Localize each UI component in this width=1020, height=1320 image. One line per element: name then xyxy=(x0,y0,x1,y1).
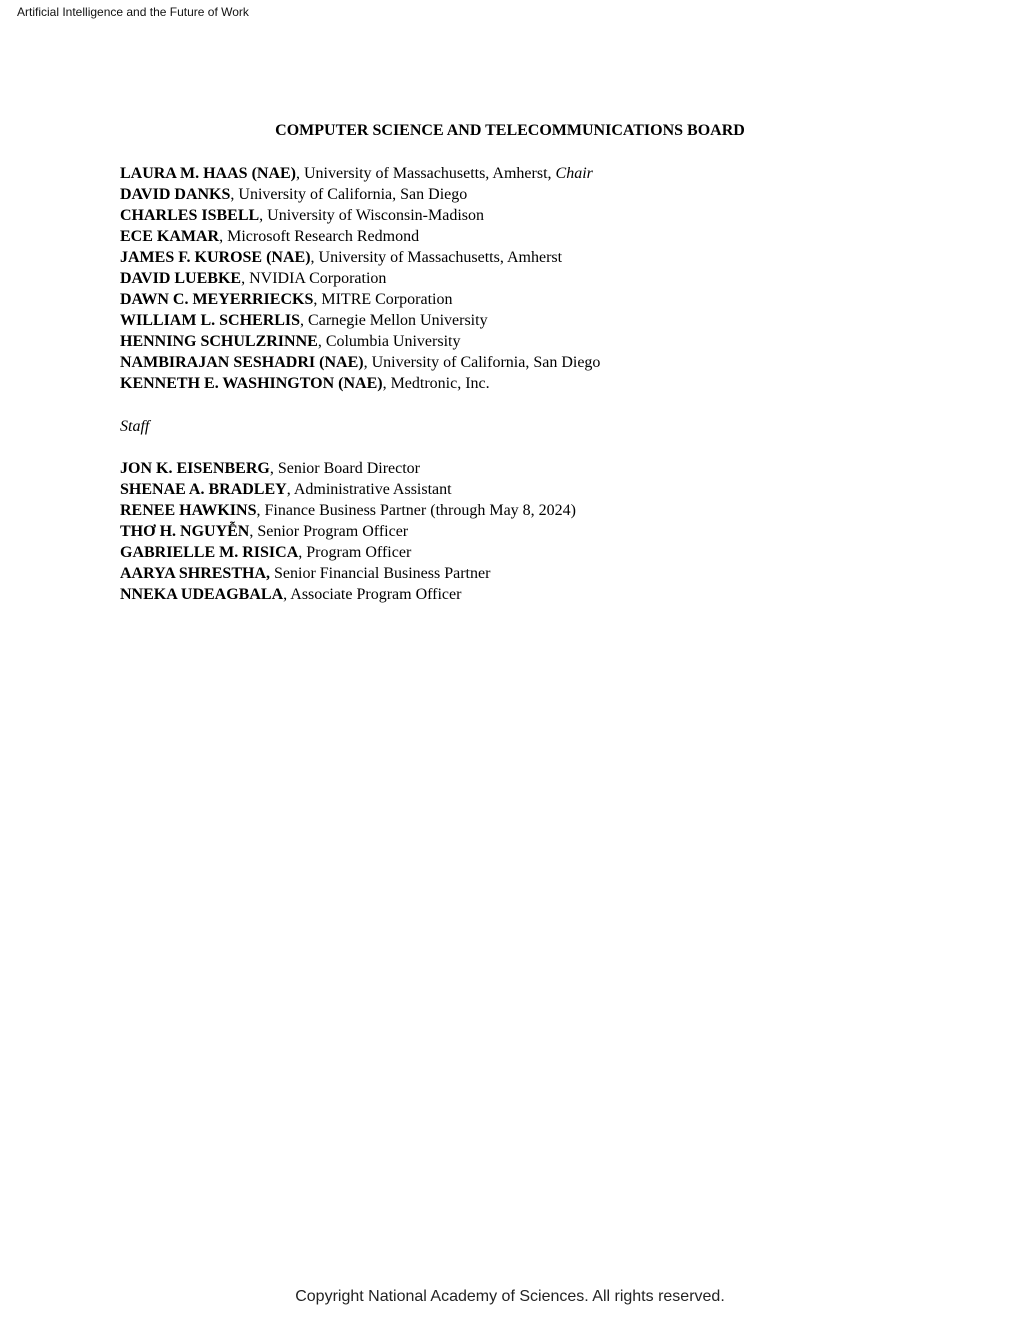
staff-member xyxy=(120,458,576,479)
board-member-affiliation: , MITRE Corporation xyxy=(313,291,453,308)
board-member-name: CHARLES ISBELL xyxy=(120,207,260,224)
staff-member-affiliation: , Program Officer xyxy=(298,544,412,561)
staff-member xyxy=(120,521,576,542)
staff-member-name: THƠ H. NGUYỄN xyxy=(120,523,250,540)
staff-member-name: RENEE HAWKINS xyxy=(120,502,257,519)
staff-member-affiliation: , Senior Board Director xyxy=(269,460,420,477)
board-member xyxy=(120,184,600,205)
board-member-name: NAMBIRAJAN SESHADRI (NAE) xyxy=(120,354,364,371)
board-member xyxy=(120,268,600,289)
staff-member-name: JON K. EISENBERG xyxy=(120,460,270,477)
board-member-name: WILLIAM L. SCHERLIS xyxy=(120,312,301,329)
board-member-name: JAMES F. KUROSE (NAE) xyxy=(120,249,311,266)
board-member-name: DAWN C. MEYERRIECKS xyxy=(120,291,314,308)
board-member-affiliation: , University of Massachusetts, Amherst, xyxy=(296,165,556,182)
board-member-affiliation: , Microsoft Research Redmond xyxy=(219,228,420,245)
staff-member xyxy=(120,500,576,521)
board-member xyxy=(120,331,600,352)
staff-heading: Staff xyxy=(120,418,150,435)
staff-list xyxy=(120,458,576,605)
board-member-affiliation: , University of California, San Diego xyxy=(230,186,468,203)
board-member xyxy=(120,226,600,247)
board-member-affiliation: , NVIDIA Corporation xyxy=(241,270,387,287)
board-member xyxy=(120,247,600,268)
copyright-footer: Copyright National Academy of Sciences. All rights reserved. xyxy=(295,1288,725,1305)
board-member-name: KENNETH E. WASHINGTON (NAE) xyxy=(120,375,383,392)
staff-member-name: SHENAE A. BRADLEY xyxy=(120,481,287,498)
board-member-affiliation: , Medtronic, Inc. xyxy=(382,375,490,392)
staff-member-affiliation: , Senior Program Officer xyxy=(249,523,409,540)
board-member xyxy=(120,205,600,226)
board-member-name: HENNING SCHULZRINNE xyxy=(120,333,318,350)
staff-member xyxy=(120,584,576,605)
staff-member-name: NNEKA UDEAGBALA xyxy=(120,586,284,603)
board-member-affiliation: , Carnegie Mellon University xyxy=(300,312,488,329)
staff-member-affiliation: , Finance Business Partner (through May 8, 2024) xyxy=(256,502,576,519)
board-member xyxy=(120,289,600,310)
staff-member-affiliation: , Administrative Assistant xyxy=(286,481,452,498)
board-member xyxy=(120,373,600,394)
staff-member xyxy=(120,542,576,563)
staff-member-affiliation: Senior Financial Business Partner xyxy=(270,565,491,582)
board-member-name: DAVID DANKS xyxy=(120,186,231,203)
board-title: COMPUTER SCIENCE AND TELECOMMUNICATIONS BOARD xyxy=(275,122,745,139)
board-member-affiliation: , University of Massachusetts, Amherst xyxy=(310,249,563,266)
board-member-affiliation: , University of California, San Diego xyxy=(363,354,601,371)
staff-member xyxy=(120,479,576,500)
staff-member-affiliation: , Associate Program Officer xyxy=(283,586,462,603)
staff-member-name: GABRIELLE M. RISICA xyxy=(120,544,299,561)
board-member xyxy=(120,163,600,184)
board-member xyxy=(120,310,600,331)
board-member-name: ECE KAMAR xyxy=(120,228,220,245)
board-member-role: Chair xyxy=(555,165,593,182)
board-member-affiliation: , University of Wisconsin-Madison xyxy=(259,207,484,224)
board-member-name: DAVID LUEBKE xyxy=(120,270,242,287)
board-member xyxy=(120,352,600,373)
running-header: Artificial Intelligence and the Future of Work xyxy=(17,5,249,19)
staff-member-name: AARYA SHRESTHA, xyxy=(120,565,270,582)
board-member-list xyxy=(120,163,600,394)
board-member-name: LAURA M. HAAS (NAE) xyxy=(120,165,296,182)
staff-member xyxy=(120,563,576,584)
board-member-affiliation: , Columbia University xyxy=(317,333,461,350)
